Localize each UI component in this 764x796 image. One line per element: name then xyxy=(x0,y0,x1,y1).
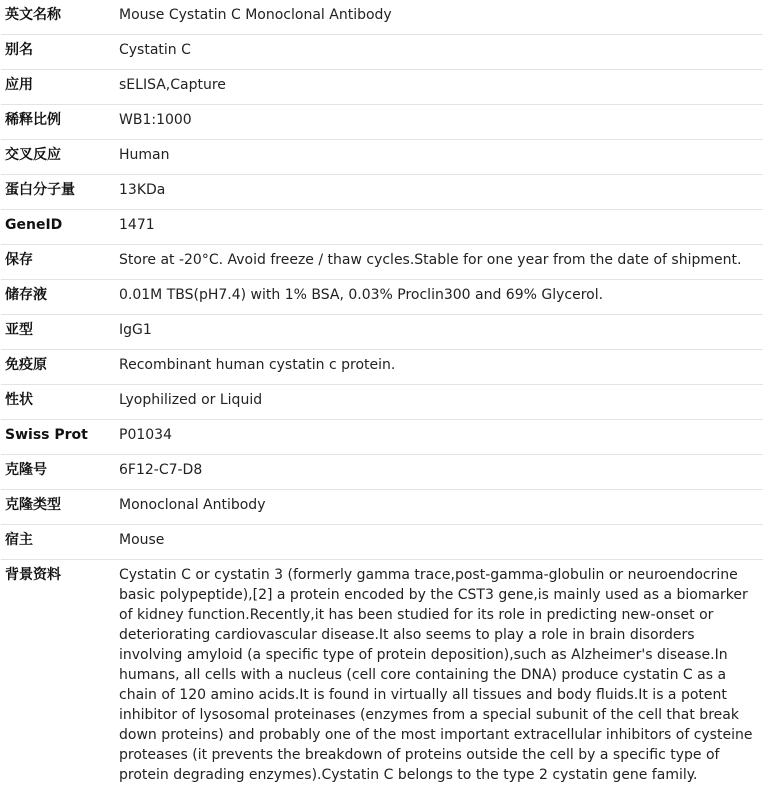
spec-value: Recombinant human cystatin c protein. xyxy=(115,350,763,385)
spec-row-gene-id xyxy=(1,210,763,245)
spec-row-immunogen xyxy=(1,350,763,385)
spec-label: Swiss Prot xyxy=(1,420,115,455)
spec-value: sELISA,Capture xyxy=(115,70,763,105)
spec-row-alias xyxy=(1,35,763,70)
spec-value: Store at -20°C. Avoid freeze / thaw cycles.Stable for one year from the date of shipment. xyxy=(115,245,763,280)
spec-value: Human xyxy=(115,140,763,175)
spec-value: Cystatin C or cystatin 3 (formerly gamma trace,post-gamma-globulin or neuroendocrine basic polypeptide),[2] a protein encoded by the CST3 gene,is mainly used as a biomarker of kidney function.Recently,it has been studied for its role in predicting new-onset or deteriorating cardiovascular disease.It also seems to play a role in brain disorders involving amyloid (a specific type of protein deposition),such as Alzheimer's disease.In humans, all cells with a nucleus (cell core containing the DNA) produce cystatin C as a chain of 120 amino acids.It is found in virtually all tissues and body fluids.It is a potent inhibitor of lysosomal proteinases (enzymes from a special subunit of the cell that break down proteins) and probably one of the most important extracellular inhibitors of cysteine proteases (it prevents the breakdown of proteins outside the cell by a specific type of protein degrading enzymes).Cystatin C belongs to the type 2 cystatin gene family. xyxy=(115,560,763,792)
product-spec-table xyxy=(1,0,763,791)
spec-label: 英文名称 xyxy=(5,7,61,23)
spec-label: 蛋白分子量 xyxy=(1,175,115,210)
spec-value: 0.01M TBS(pH7.4) with 1% BSA, 0.03% Proclin300 and 69% Glycerol. xyxy=(115,280,763,315)
spec-value: Cystatin C xyxy=(115,35,763,70)
spec-row-application xyxy=(1,70,763,105)
spec-label: 稀释比例 xyxy=(1,105,115,140)
spec-value: 6F12-C7-D8 xyxy=(115,455,763,490)
spec-value: 1471 xyxy=(115,210,763,245)
spec-label: 别名 xyxy=(1,35,115,70)
spec-value: P01034 xyxy=(115,420,763,455)
spec-row-storage xyxy=(1,245,763,280)
spec-row-cross-reactivity xyxy=(1,140,763,175)
spec-label: 克隆类型 xyxy=(1,490,115,525)
spec-label: 交叉反应 xyxy=(1,140,115,175)
spec-row-clonality xyxy=(1,490,763,525)
spec-label: 性状 xyxy=(1,385,115,420)
spec-row-isotype xyxy=(1,315,763,350)
spec-value: Mouse xyxy=(115,525,763,560)
spec-row-clone-number xyxy=(1,455,763,490)
spec-row-english-name xyxy=(1,0,763,35)
spec-row-background xyxy=(1,560,763,792)
spec-label: 应用 xyxy=(1,70,115,105)
spec-row-host xyxy=(1,525,763,560)
spec-value: WB1:1000 xyxy=(115,105,763,140)
spec-label: GeneID xyxy=(1,210,115,245)
spec-value: IgG1 xyxy=(115,315,763,350)
spec-label: 背景资料 xyxy=(1,560,115,792)
spec-row-molecular-weight xyxy=(1,175,763,210)
spec-row-dilution xyxy=(1,105,763,140)
spec-row-swiss-prot xyxy=(1,420,763,455)
spec-row-storage-buffer xyxy=(1,280,763,315)
spec-label: 储存液 xyxy=(1,280,115,315)
spec-label: 免疫原 xyxy=(1,350,115,385)
spec-row-form xyxy=(1,385,763,420)
spec-label: 克隆号 xyxy=(1,455,115,490)
spec-value: 13KDa xyxy=(115,175,763,210)
spec-value: Monoclonal Antibody xyxy=(115,490,763,525)
spec-label: 宿主 xyxy=(1,525,115,560)
spec-value: Mouse Cystatin C Monoclonal Antibody xyxy=(119,7,392,23)
spec-label: 保存 xyxy=(1,245,115,280)
spec-value: Lyophilized or Liquid xyxy=(115,385,763,420)
spec-label: 亚型 xyxy=(1,315,115,350)
